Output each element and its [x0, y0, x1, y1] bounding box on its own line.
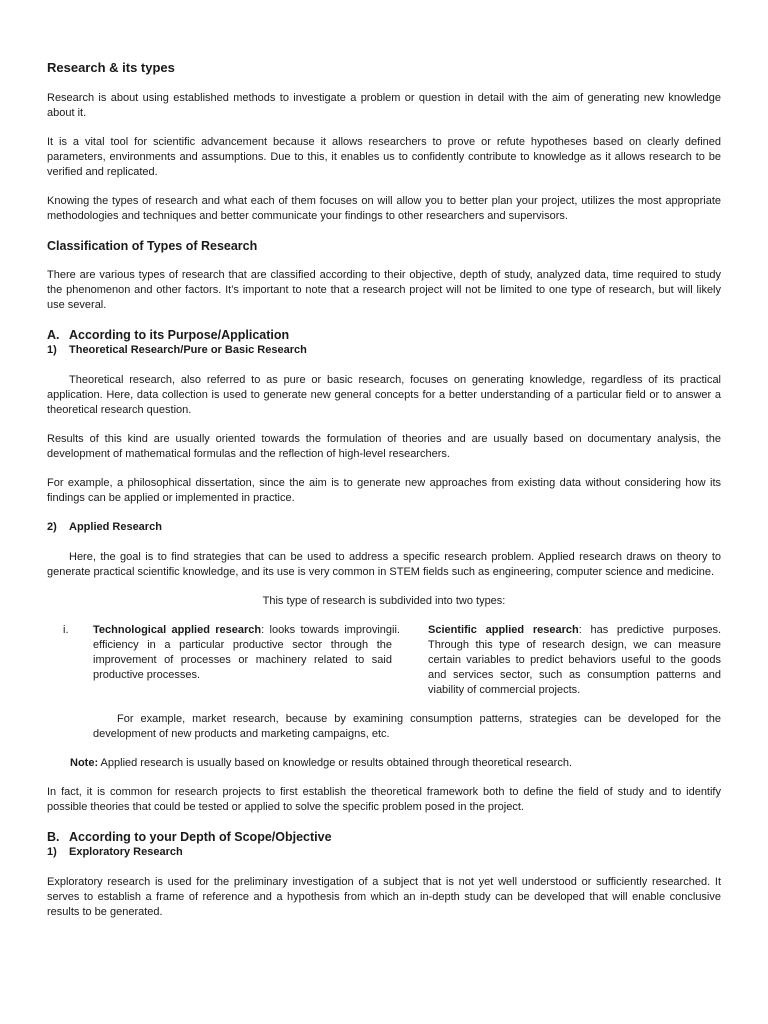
document-title: Research & its types	[47, 60, 175, 75]
note-paragraph	[70, 756, 721, 771]
theoretical-paragraph-1: Theoretical research, also referred to as pure or basic research, focuses on generating knowledge, regardless of its practical application. Here, data collection is used to generate new general concepts for a better understanding of a particular field or to answer a theoretical research question.	[47, 374, 721, 416]
list-marker-i: i.	[63, 624, 69, 636]
section-a-heading	[47, 327, 721, 343]
theoretical-framework-paragraph: In fact, it is common for research projects to first establish the theoretical framework both to define the field of study and to identify possible theories that could be tested or applied to solve the specific problem posed in the project.	[47, 786, 721, 813]
technological-text: : looks towards improving efficiency in a particular productive sector through the improvement of processes or machinery related to said productive processes.	[93, 624, 393, 681]
note-text: Applied research is usually based on knowledge or results obtained through theoretical research.	[98, 757, 573, 769]
applied-types-columns	[47, 623, 721, 698]
market-research-example: For example, market research, because by examining consumption patterns, strategies can be developed for the development of new products and marketing campaigns, etc.	[93, 713, 721, 740]
applied-research-number: 2)	[47, 521, 57, 533]
applied-research-heading	[47, 520, 721, 535]
intro-paragraph-2: It is a vital tool for scientific advancement because it allows researchers to prove or refute hypotheses based on clearly defined parameters, environments and assumptions. Due to this, it enables us to confidently contribute to knowledge as it allows research to be verified and replicated.	[47, 136, 721, 178]
technological-term: Technological applied research	[93, 624, 262, 636]
section-b-heading	[47, 829, 721, 845]
applied-type-technological	[63, 623, 392, 698]
classification-paragraph: There are various types of research that are classified according to their objective, depth of study, analyzed data, time required to study the phenomenon and other factors. It’s important to note that a research project will not be limited to one type of research, but will likely use several.	[47, 269, 721, 311]
list-marker-ii: ii.	[392, 624, 400, 636]
exploratory-paragraph: Exploratory research is used for the preliminary investigation of a subject that is not yet well understood or sufficiently researched. It serves to establish a frame of reference and a hypothesis from which an in-depth study can be developed that will enable conclusive results to be generated.	[47, 876, 721, 918]
exploratory-research-title: Exploratory Research	[69, 846, 183, 858]
scientific-term: Scientific applied research	[428, 624, 579, 636]
exploratory-research-number: 1)	[47, 846, 57, 858]
scientific-description	[428, 623, 721, 698]
classification-heading: Classification of Types of Research	[47, 239, 258, 253]
section-b-marker: B.	[47, 830, 60, 844]
theoretical-research-number: 1)	[47, 344, 57, 356]
intro-paragraph-3: Knowing the types of research and what each of them focuses on will allow you to better plan your project, utilizes the most appropriate methodologies and techniques and better communicate your findings to other researchers and supervisors.	[47, 195, 721, 222]
applied-type-scientific	[392, 623, 721, 698]
theoretical-paragraph-2: Results of this kind are usually oriented towards the formulation of theories and are usually based on documentary analysis, the development of mathematical formulas and the reflection of high-level researchers.	[47, 433, 721, 460]
section-b-title: According to your Depth of Scope/Objective	[69, 830, 332, 844]
theoretical-research-title: Theoretical Research/Pure or Basic Research	[69, 344, 307, 356]
section-a-marker: A.	[47, 328, 60, 342]
note-label: Note:	[70, 757, 99, 769]
technological-description	[93, 623, 392, 698]
theoretical-paragraph-3: For example, a philosophical dissertation, since the aim is to generate new approaches from existing data without considering how its findings can be applied or implemented in practice.	[47, 477, 721, 504]
scientific-text: : has predictive purposes. Through this type of research design, we can measure certain variables to predict behaviors useful to the goods and services sector, such as consumption patterns and viability of commercial projects.	[428, 624, 721, 696]
intro-paragraph-1: Research is about using established methods to investigate a problem or question in detail with the aim of generating new knowledge about it.	[47, 92, 721, 119]
theoretical-research-heading	[47, 343, 721, 358]
applied-research-title: Applied Research	[69, 521, 162, 533]
section-a-title: According to its Purpose/Application	[69, 328, 290, 342]
exploratory-research-heading	[47, 845, 721, 860]
subdivided-line: This type of research is subdivided into two types:	[262, 595, 506, 607]
applied-paragraph: Here, the goal is to find strategies that can be used to address a specific research problem. Applied research draws on theory to generate practical scientific knowledge, and its use is very common in STEM fields such as engineering, computer science and medicine.	[47, 551, 721, 578]
